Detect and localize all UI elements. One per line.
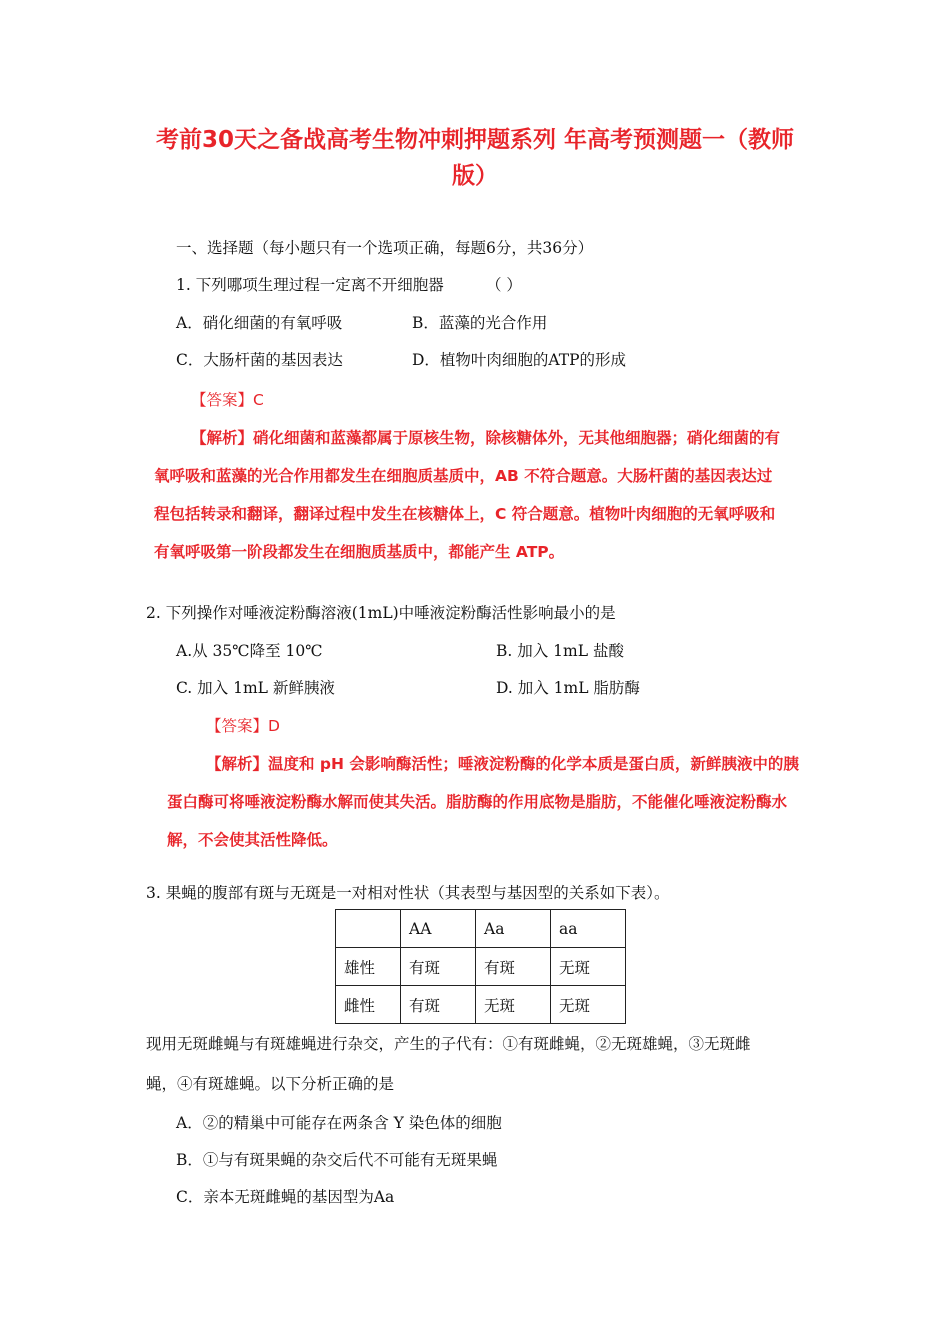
q2-analysis-label: 【解析】: [206, 755, 269, 773]
table-cell: 无斑: [551, 986, 626, 1024]
table-header-cell: Aa: [476, 910, 551, 948]
q3-option-c: C．亲本无斑雌蝇的基因型为Aa: [176, 1188, 395, 1206]
q2-analysis-line3: 解，不会使其活性降低。: [167, 831, 338, 849]
q2-analysis-line2: 蛋白酶可将唾液淀粉酶水解而使其失活。脂肪酶的作用底物是脂肪，不能催化唾液淀粉酶水: [167, 793, 788, 811]
table-header-cell: AA: [401, 910, 476, 948]
q2-option-b: B. 加入 1mL 盐酸: [496, 642, 624, 660]
q2-option-a: A.从 35℃降至 10℃: [176, 642, 323, 660]
q1-bracket: （ ）: [486, 276, 522, 294]
table-header-cell: aa: [551, 910, 626, 948]
genotype-phenotype-table: [335, 909, 626, 1024]
q3-option-b: B．①与有斑果蝇的杂交后代不可能有无斑果蝇: [176, 1151, 498, 1169]
page-title-line2: 版）: [452, 163, 498, 189]
q1-answer: [191, 388, 264, 410]
q2-option-d: D. 加入 1mL 脂肪酶: [496, 679, 640, 697]
q2-stem: 2. 下列操作对唾液淀粉酶溶液(1mL)中唾液淀粉酶活性影响最小的是: [146, 604, 616, 622]
q1-option-b: B．蓝藻的光合作用: [412, 314, 548, 332]
q1-option-d: D．植物叶肉细胞的ATP的形成: [412, 351, 627, 369]
table-cell: 有斑: [401, 948, 476, 986]
q3-stem: 3. 果蝇的腹部有斑与无斑是一对相对性状（其表型与基因型的关系如下表）。: [146, 884, 670, 902]
page-title-line1: 考前30天之备战高考生物冲刺押题系列 年高考预测题一（教师: [155, 127, 794, 153]
q2-analysis-line1: 【解析】温度和 pH 会影响酶活性；唾液淀粉酶的化学本质是蛋白质，新鲜胰液中的胰: [206, 755, 799, 773]
q1-answer-label: 【答案】: [191, 391, 254, 409]
q1-option-a: A．硝化细菌的有氧呼吸: [176, 314, 343, 332]
q2-answer: [206, 714, 280, 736]
table-row: [336, 910, 626, 948]
section-header: 一、选择题（每小题只有一个选项正确，每题6分，共36分）: [176, 239, 594, 257]
q1-analysis-line4: 有氧呼吸第一阶段都发生在细胞质基质中，都能产生 ATP。: [154, 543, 565, 561]
q1-analysis-line1: 【解析】硝化细菌和蓝藻都属于原核生物，除核糖体外，无其他细胞器；硝化细菌的有: [191, 429, 781, 447]
table-cell: 有斑: [401, 986, 476, 1024]
q3-option-a: A．②的精巢中可能存在两条含 Y 染色体的细胞: [176, 1114, 502, 1132]
q2-answer-label: 【答案】: [206, 717, 269, 735]
q3-text-line1: 现用无斑雌蝇与有斑雄蝇进行杂交，产生的子代有：①有斑雌蝇，②无斑雄蝇，③无斑雌: [146, 1035, 751, 1053]
q1-answer-value: C: [253, 391, 264, 409]
q1-analysis-line3: 程包括转录和翻译，翻译过程中发生在核糖体上，C 符合题意。植物叶肉细胞的无氧呼吸和: [154, 505, 776, 523]
q1-analysis-line2: 氧呼吸和蓝藻的光合作用都发生在细胞质基质中，AB 不符合题意。大肠杆菌的基因表达过: [154, 467, 773, 485]
q2-option-c: C. 加入 1mL 新鲜胰液: [176, 679, 335, 697]
table-row: [336, 948, 626, 986]
table-cell: 无斑: [551, 948, 626, 986]
table-row-label: 雄性: [336, 948, 401, 986]
table-row: [336, 986, 626, 1024]
table-cell: 有斑: [476, 948, 551, 986]
q1-analysis-label: 【解析】: [191, 429, 254, 447]
table-row-label: 雌性: [336, 986, 401, 1024]
q3-text-line2: 蝇，④有斑雄蝇。以下分析正确的是: [146, 1075, 395, 1093]
table-cell: [336, 910, 401, 948]
q1-stem: 1. 下列哪项生理过程一定离不开细胞器: [176, 276, 444, 294]
q1-option-c: C．大肠杆菌的基因表达: [176, 351, 343, 369]
q2-answer-value: D: [268, 717, 280, 735]
table-cell: 无斑: [476, 986, 551, 1024]
